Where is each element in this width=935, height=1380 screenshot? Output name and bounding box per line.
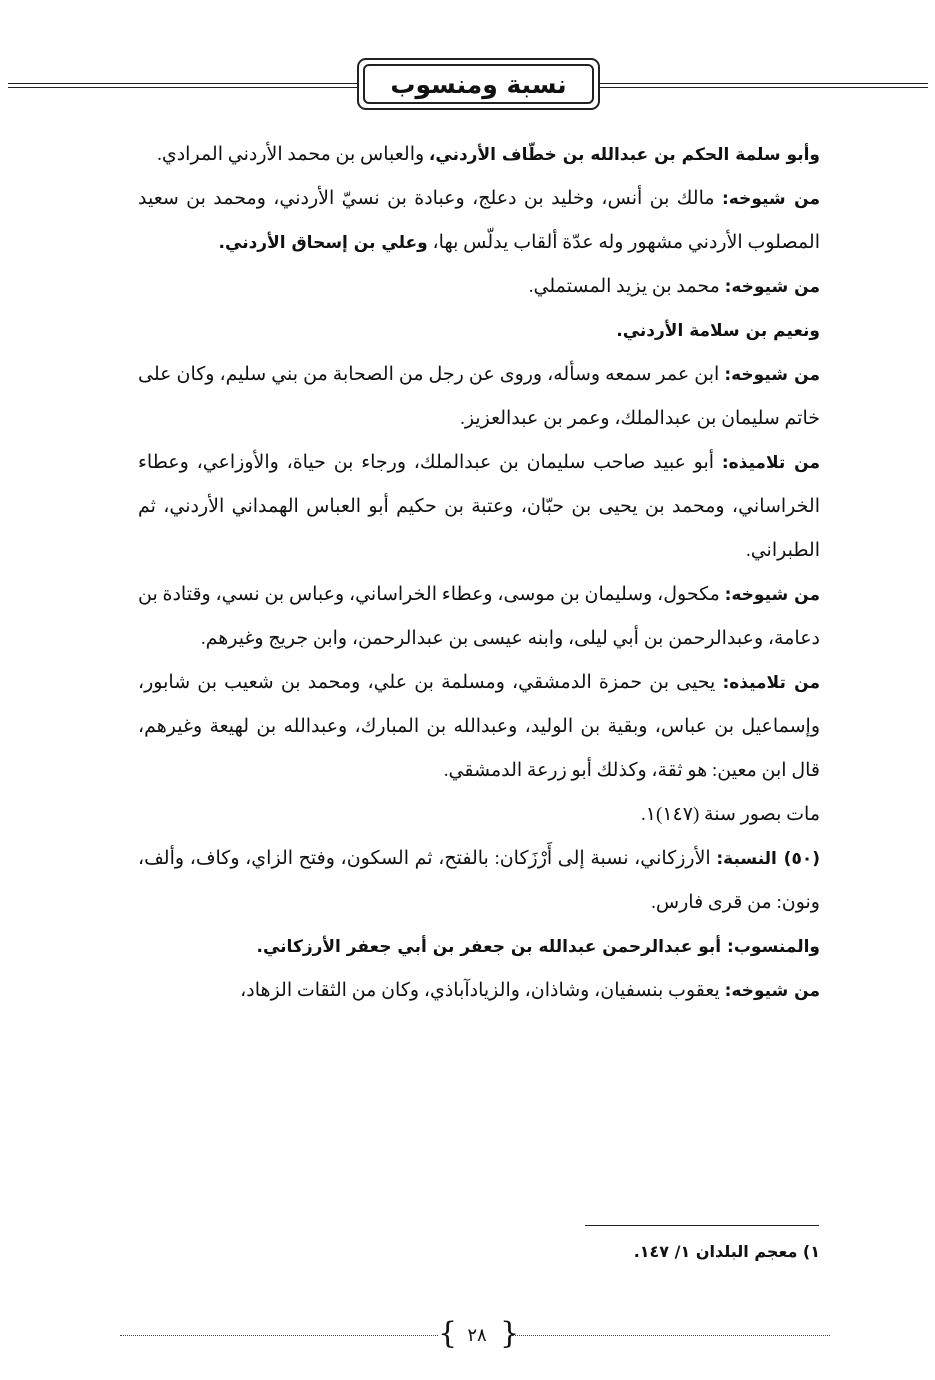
text-run: يحيى بن حمزة الدمشقي، ومسلمة بن علي، ومحمد بن شعيب بن شابور، وإسماعيل بن عباس، وبقية بن الوليد، وعبدالله بن المبارك، وعبدالله بن لهيعة وغيرهم، قال ابن معين: هو ثقة، وكذلك أبو زرعة الدمشقي. [138, 672, 820, 781]
text-run: ابن عمر سمعه وسأله، وروى عن رجل من الصحابة من بني سليم، وكان على خاتم سليمان بن عبدالملك، وعمر بن عبدالعزيز. [138, 364, 820, 429]
footer-rule-left [120, 1335, 438, 1336]
paragraph [138, 309, 820, 353]
bold-text: من شيوخه: [724, 365, 821, 385]
header-rule-left-2 [8, 87, 357, 88]
bold-text: والمنسوب: أبو عبدالرحمن عبدالله بن جعفر بن أبي جعفر الأرزكاني. [256, 937, 820, 957]
header-title-box [357, 58, 600, 110]
footnote: ١) معجم البلدان ١/ ١٤٧. [633, 1242, 820, 1261]
bold-text: من تلاميذه: [721, 453, 820, 473]
header-rule-right-2 [600, 87, 928, 88]
text-run: يعقوب بنسفيان، وشاذان، والزيادآباذي، وكان من الثقات الزهاد، [240, 980, 725, 1001]
body-text [138, 133, 820, 1013]
paragraph [138, 265, 820, 309]
header-title: نسبة ومنسوب [363, 64, 594, 104]
bold-text: من شيوخه: [724, 585, 820, 605]
header-rule-left [8, 83, 357, 84]
text-run: مات بصور سنة (١٤٧)١. [641, 804, 820, 825]
paragraph [138, 353, 820, 441]
paragraph [138, 441, 820, 573]
page-footer [0, 1318, 935, 1354]
bold-text: من تلاميذه: [722, 673, 820, 693]
paragraph [138, 573, 820, 661]
bold-text: وعلي بن إسحاق الأردني. [218, 233, 428, 253]
bold-text: ونعيم بن سلامة الأردني. [616, 321, 820, 341]
page-number: ٢٨ [467, 1324, 487, 1346]
paragraph [138, 793, 820, 837]
paragraph [138, 661, 820, 793]
bold-text: وأبو سلمة الحكم بن عبدالله بن خطّاف الأردني، [428, 145, 820, 165]
text-run: محمد بن يزيد المستملي. [528, 276, 725, 297]
text-run: أبو عبيد صاحب سليمان بن عبدالملك، ورجاء بن حياة، والأوزاعي، وعطاء الخراساني، ومحمد بن يحيى بن حبّان، وعتبة بن حكيم أبو العباس الهمداني الأردني، ثم الطبراني. [138, 452, 820, 561]
paragraph [138, 925, 820, 969]
bold-text: من شيوخه: [724, 981, 820, 1001]
bold-text: (٥٠) النسبة: [716, 849, 820, 869]
right-brace-icon: } [500, 1316, 520, 1351]
bold-text: من شيوخه: [721, 189, 821, 209]
text-run: الأرزكاني، نسبة إلى أَرْزَكان: بالفتح، ثم السكون، وفتح الزاي، وكاف، وألف، ونون: من قرى فارس. [138, 848, 820, 913]
paragraph [138, 177, 820, 265]
left-brace-icon: { [438, 1316, 458, 1351]
text-run: مالك بن أنس، وخليد بن دعلج، وعبادة بن نسيّ الأردني، ومحمد بن سعيد المصلوب الأردني مشهور وله عدّة ألقاب يدلّس بها، [138, 188, 820, 253]
text-run: والعباس بن محمد الأردني المرادي. [157, 144, 429, 165]
page-header [0, 55, 935, 115]
footer-rule-right [512, 1335, 830, 1336]
header-rule-right [600, 83, 928, 84]
bold-text: من شيوخه: [724, 277, 820, 297]
paragraph [138, 837, 820, 925]
text-run: مكحول، وسليمان بن موسى، وعطاء الخراساني، وعباس بن نسي، وقتادة بن دعامة، وعبدالرحمن بن أبي ليلى، وابنه عيسى بن عبدالرحمن، وابن جريج وغيرهم. [138, 584, 820, 649]
footnote-separator [585, 1225, 819, 1226]
paragraph [138, 969, 820, 1013]
paragraph [138, 133, 820, 177]
